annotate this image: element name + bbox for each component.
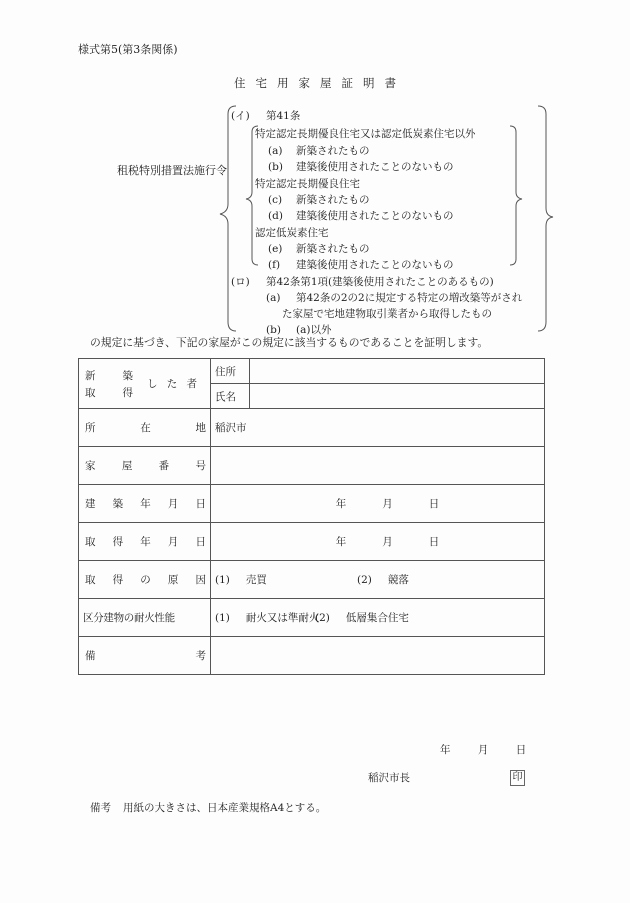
table-row [79, 599, 545, 637]
label-char: 因 [195, 574, 206, 586]
footnote-label: 備考 [90, 802, 111, 814]
day-unit: 日 [428, 536, 440, 548]
label-char: 建 [85, 498, 96, 510]
certificate-table [78, 358, 545, 675]
preamble-text: の規定に基づき、下記の家屋がこの規定に該当するものであることを証明します。 [90, 336, 489, 349]
table-row [79, 523, 545, 561]
house-number-field[interactable] [211, 447, 545, 485]
fire-option[interactable]: (2) 低層集合住宅 [315, 612, 409, 624]
item-text: 建築後使用されたことのないもの [296, 259, 454, 271]
item-marker: (b) [266, 324, 281, 336]
label-char: 年 [140, 498, 151, 510]
label-char: 原 [167, 574, 179, 586]
item-marker: (a) [268, 145, 283, 157]
item-text-continued: た家屋で宅地建物取引業者から取得したもの [282, 308, 492, 320]
fire-performance-label: 区分建物の耐火性能 [79, 599, 211, 637]
outer-right-brace [538, 106, 553, 331]
label-char: 月 [167, 498, 179, 510]
table-row [79, 359, 545, 384]
label-char: 取 [85, 386, 96, 399]
seal-mark: 印 [510, 770, 525, 786]
signature-date [440, 745, 526, 756]
item-marker: (a) [266, 292, 281, 304]
year-unit: 年 [335, 536, 347, 548]
house-number-label [79, 447, 211, 485]
outer-left-brace [220, 106, 236, 331]
label-char: た [166, 378, 178, 390]
section-ro-marker: (ロ) [231, 276, 250, 288]
build-date-label [79, 485, 211, 523]
location-label [79, 409, 211, 447]
address-field[interactable] [250, 359, 545, 384]
year-unit: 年 [335, 498, 347, 510]
fire-option[interactable]: (1) 耐火又は準耐火 [215, 612, 320, 624]
acquire-date-field[interactable] [211, 523, 545, 561]
label-char: 屋 [121, 460, 133, 472]
label-char: 号 [195, 460, 206, 472]
group-heading: 特定認定長期優良住宅 [255, 178, 360, 190]
label-char: 得 [112, 536, 124, 548]
fire-performance-field [211, 599, 545, 637]
label-char: 在 [140, 422, 151, 434]
document-title: 住宅用家屋証明書 [234, 76, 406, 90]
table-row [79, 485, 545, 523]
label-char: 日 [195, 536, 206, 548]
item-text: 新築されたもの [296, 145, 370, 157]
item-marker: (e) [268, 243, 283, 255]
label-char: 家 [85, 460, 96, 472]
table-row [79, 561, 545, 599]
inner-left-brace [246, 126, 258, 265]
label-char: の [140, 574, 151, 586]
label-char: し [147, 378, 158, 390]
cause-option[interactable]: (2) 競落 [357, 574, 409, 586]
table-row [79, 637, 545, 675]
section-i-article: 第41条 [266, 110, 301, 122]
label-char: 所 [85, 422, 96, 434]
address-label: 住所 [211, 359, 250, 384]
month-unit: 月 [477, 744, 489, 756]
name-label: 氏名 [211, 384, 250, 409]
label-char: 新 [85, 369, 96, 382]
item-text: 建築後使用されたことのないもの [296, 210, 454, 222]
day-unit: 日 [515, 744, 527, 756]
footnote [90, 803, 326, 814]
month-unit: 月 [382, 498, 393, 510]
group-heading: 認定低炭素住宅 [255, 227, 329, 239]
footnote-text: 用紙の大きさは、日本産業規格A4とする。 [123, 802, 327, 814]
item-text: 第42条の2の2に規定する特定の増改築等がされ [296, 292, 523, 304]
month-unit: 月 [382, 536, 393, 548]
label-char: 取 [85, 536, 96, 548]
label-char: 取 [85, 574, 96, 586]
table-row [79, 447, 545, 485]
remarks-label [79, 637, 211, 675]
builder-label [79, 359, 211, 409]
label-char: 築 [122, 369, 133, 382]
section-ro-article: 第42条第1項(建築後使用されたことのあるもの) [266, 276, 494, 288]
remarks-field[interactable] [211, 637, 545, 675]
item-text: 新築されたもの [296, 243, 370, 255]
label-char: 得 [122, 386, 133, 399]
table-row [79, 409, 545, 447]
item-marker: (c) [268, 194, 283, 206]
location-field[interactable]: 稲沢市 [211, 409, 545, 447]
label-char: 年 [140, 536, 151, 548]
section-i-marker: (イ) [231, 110, 250, 122]
label-char: 備 [85, 650, 96, 662]
item-text: 建築後使用されたことのないもの [296, 161, 454, 173]
law-name: 租税特別措置法施行令 [117, 164, 227, 177]
build-date-field[interactable] [211, 485, 545, 523]
cause-field [211, 561, 545, 599]
item-marker: (f) [268, 259, 281, 271]
acquire-date-label [79, 523, 211, 561]
label-char: 築 [112, 498, 124, 510]
year-unit: 年 [440, 744, 451, 756]
label-char: 日 [195, 498, 206, 510]
item-marker: (d) [268, 210, 283, 222]
group-heading: 特定認定長期優良住宅又は認定低炭素住宅以外 [255, 128, 476, 140]
label-char: 者 [186, 378, 197, 390]
issuer-name: 稲沢市長 [368, 772, 410, 784]
label-char: 番 [158, 460, 170, 472]
day-unit: 日 [428, 498, 440, 510]
label-char: 得 [112, 574, 124, 586]
form-number: 様式第5(第3条関係) [78, 43, 178, 56]
cause-label [79, 561, 211, 599]
label-char: 月 [167, 536, 179, 548]
cause-option[interactable]: (1) 売買 [215, 574, 267, 586]
item-text: (a)以外 [296, 324, 332, 336]
item-marker: (b) [268, 161, 283, 173]
label-char: 地 [195, 422, 206, 434]
inner-right-brace [510, 126, 522, 265]
item-text: 新築されたもの [296, 194, 370, 206]
label-char: 考 [195, 650, 206, 662]
name-field[interactable] [250, 384, 545, 409]
